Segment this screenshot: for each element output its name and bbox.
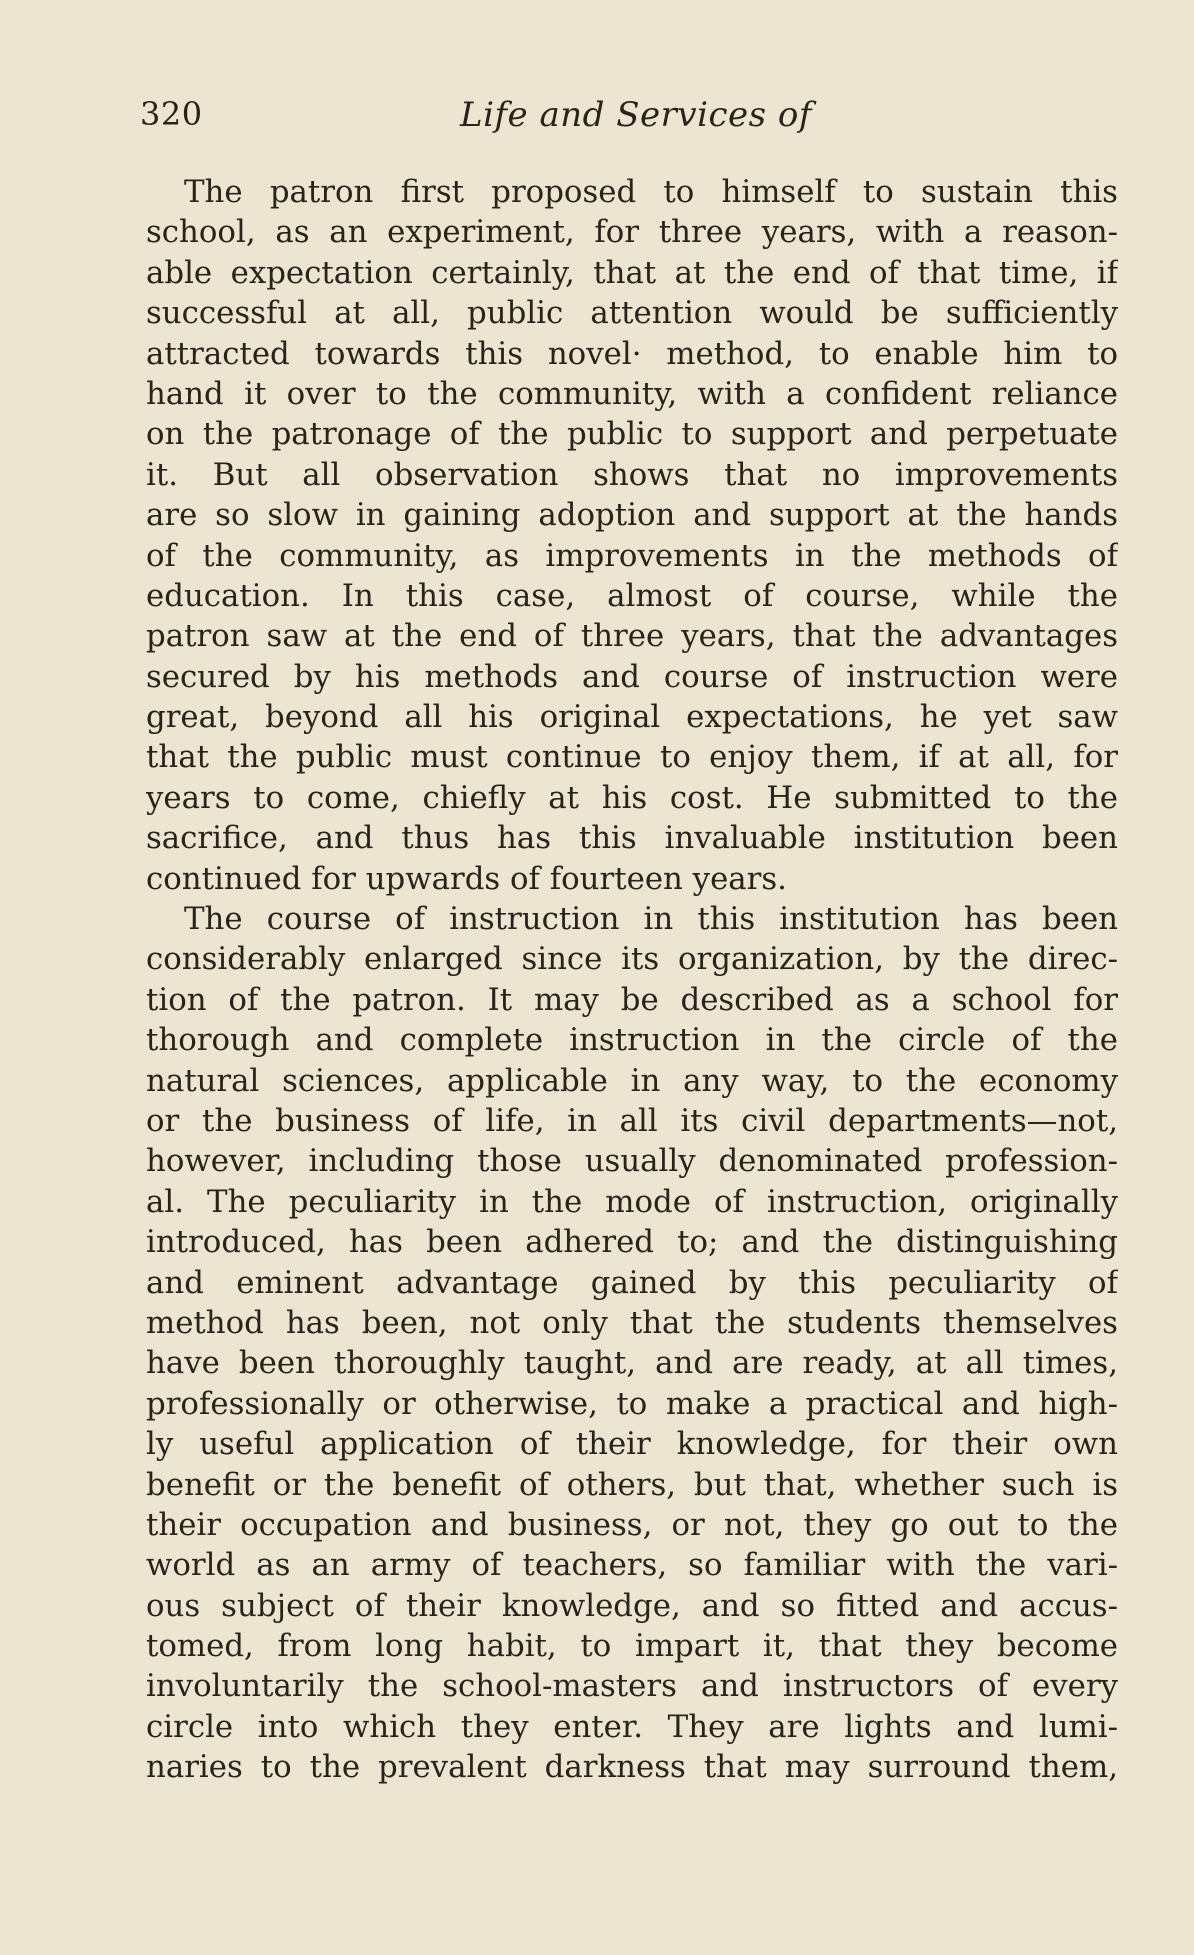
text-line: it. But all observation shows that no improvements <box>146 456 1118 493</box>
text-line: however, including those usually denominated profession- <box>146 1143 1118 1180</box>
page-header <box>140 95 1118 147</box>
text-line: benefit or the benefit of others, but that, whether such is <box>146 1466 1118 1503</box>
text-line: years to come, chiefly at his cost. He submitted to the <box>146 779 1118 816</box>
text-line: hand it over to the community, with a confident reliance <box>146 375 1118 412</box>
body-text <box>146 172 1118 1788</box>
paragraph-1 <box>146 172 1118 899</box>
text-line: able expectation certainly, that at the end of that time, if <box>146 254 1118 291</box>
text-line: professionally or otherwise, to make a practical and high- <box>146 1385 1118 1422</box>
text-line: The patron first proposed to himself to sustain this <box>184 174 1118 210</box>
text-line: thorough and complete instruction in the circle of the <box>146 1022 1118 1059</box>
running-head: Life and Services of <box>460 95 812 135</box>
text-line: tomed, from long habit, to impart it, that they become <box>146 1628 1118 1665</box>
text-line: ous subject of their knowledge, and so fitted and accus- <box>146 1587 1118 1624</box>
text-line: their occupation and business, or not, they go out to the <box>146 1506 1118 1543</box>
text-line: al. The peculiarity in the mode of instruction, originally <box>146 1183 1118 1220</box>
text-line: are so slow in gaining adoption and support at the hands <box>146 497 1118 534</box>
text-line: attracted towards this novel· method, to enable him to <box>146 335 1118 372</box>
text-line: great, beyond all his original expectations, he yet saw <box>146 699 1118 736</box>
text-line: circle into which they enter. They are lights and lumi- <box>146 1708 1118 1745</box>
text-line: on the patronage of the public to support and perpetuate <box>146 416 1118 453</box>
text-line: of the community, as improvements in the methods of <box>146 537 1118 574</box>
text-line: continued for upwards of fourteen years. <box>146 860 787 897</box>
text-line: considerably enlarged since its organization, by the direc- <box>146 941 1118 978</box>
page-number: 320 <box>140 95 203 133</box>
text-line: school, as an experiment, for three years, with a reason- <box>146 214 1118 251</box>
text-line: successful at all, public attention would be sufficiently <box>146 295 1118 332</box>
text-line: education. In this case, almost of course, while the <box>146 577 1118 614</box>
text-line: natural sciences, applicable in any way, to the economy <box>146 1062 1118 1099</box>
text-line: patron saw at the end of three years, that the advantages <box>146 618 1118 655</box>
text-line: method has been, not only that the students themselves <box>146 1304 1118 1341</box>
text-line: The course of instruction in this institution has been <box>184 901 1118 938</box>
text-line: world as an army of teachers, so familiar with the vari- <box>146 1547 1118 1584</box>
text-line: or the business of life, in all its civil departments—not, <box>146 1102 1118 1139</box>
text-line: sacrifice, and thus has this invaluable institution been <box>146 820 1118 857</box>
text-line: that the public must continue to enjoy them, if at all, for <box>146 739 1118 776</box>
text-line: have been thoroughly taught, and are ready, at all times, <box>146 1345 1118 1382</box>
text-line: introduced, has been adhered to; and the distinguishing <box>146 1224 1118 1261</box>
paragraph-2 <box>146 899 1118 1788</box>
text-line: secured by his methods and course of instruction were <box>146 658 1118 695</box>
text-line: and eminent advantage gained by this peculiarity of <box>146 1264 1118 1301</box>
text-line: involuntarily the school-masters and instructors of every <box>146 1668 1118 1705</box>
text-line: naries to the prevalent darkness that may surround them, <box>146 1749 1118 1786</box>
text-line: ly useful application of their knowledge, for their own <box>146 1426 1118 1463</box>
text-line: tion of the patron. It may be described as a school for <box>146 981 1118 1018</box>
